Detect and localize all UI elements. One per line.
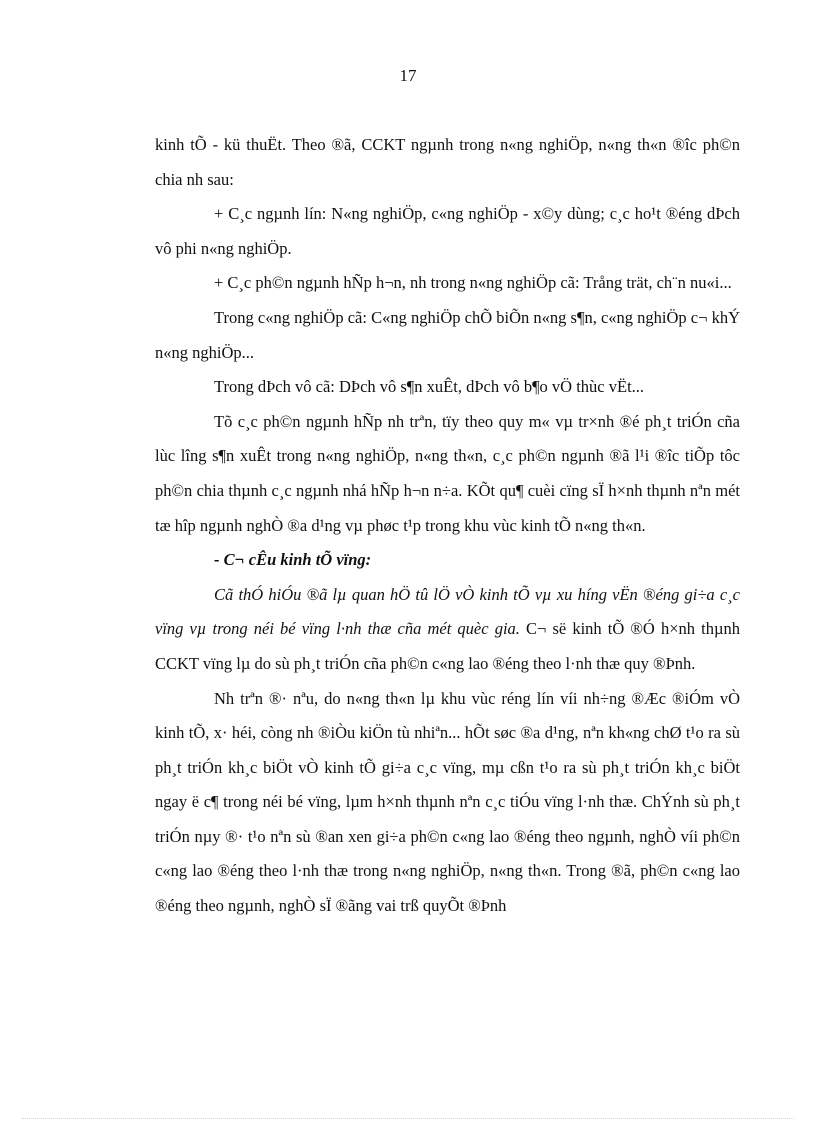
paragraph-industry: Trong c«ng nghiÖp cã: C«ng nghiÖp chÕ biÕn n«ng s¶n, c«ng nghiÖp c¬ khÝ n«ng nghiÖp... bbox=[155, 307, 740, 362]
regional-definition-basis: C¬ së kinh tÕ ®Ó h×nh thµnh CCKT vïng lµ do sù ph¸t triÓn cña ph©n c«ng lao ®éng theo l·nh thæ quy ®Þnh. bbox=[155, 619, 740, 673]
paragraph-services: Trong dÞch vô cã: DÞch vô s¶n xuÊt, dÞch vô b¶o vÖ thùc vËt... bbox=[214, 377, 645, 397]
paragraph-regional-development: Nh trªn ®· nªu, do n«ng th«n lµ khu vùc réng lín víi nh÷ng ®Æc ®iÓm vÒ kinh tÕ, x· héi, còng nh ®iÒu kiÖn tù nhiªn... hÕt søc ®a d¹ng, nªn kh«ng chØ t¹o ra sù ph¸t triÓn kh¸c biÖt vÒ kinh tÕ gi÷a c¸c vïng, mµ cßn t¹o ra sù ph¸t triÓn kh¸c biÖt ngay ë c¶ trong néi bé vïng, lµm h×nh thµnh nªn c¸c tiÓu vïng l·nh thæ. ChÝnh sù ph¸t triÓn nµy ®· t¹o nªn sù ®an xen gi÷a ph©n c«ng lao ®éng theo ngµnh, nghÒ víi ph©n c«ng lao ®éng theo l·nh thæ trong n«ng nghiÖp, n«ng th«n. Trong ®ã, ph©n c«ng lao ®éng theo ngµnh, nghÒ sÏ ®ãng vai trß quyÕt ®Þnh bbox=[155, 688, 740, 916]
paragraph-major-sectors: + C¸c ngµnh lín: N«ng nghiÖp, c«ng nghiÖp - x©y dùng; c¸c ho¹t ®éng dÞch vô phi n«ng nghiÖp. bbox=[155, 204, 740, 258]
paragraph-regional-definition bbox=[155, 578, 740, 682]
page-number: 17 bbox=[399, 66, 417, 85]
paragraph-further-division: Tõ c¸c ph©n ngµnh hÑp nh trªn, tïy theo quy m« vµ tr×nh ®é ph¸t triÓn cña lùc lîng s¶n xuÊt trong n«ng nghiÖp, n«ng th«n, c¸c ph©n ngµnh ®ã l¹i ®îc tiÕp tôc ph©n chia thµnh c¸c ngµnh nhá hÑp h¬n n÷a. KÕt qu¶ cuèi cïng sÏ h×nh thµnh nªn mét tæ hîp ngµnh nghÒ ®a d¹ng vµ phøc t¹p trong khu vùc kinh tÕ n«ng th«n. bbox=[155, 411, 740, 535]
regional-definition-italic: Cã thÓ hiÓu ®ã lµ quan hÖ tû lÖ vÒ kinh tÕ vµ xu híng vËn ®éng gi÷a c¸c vïng vµ trong néi bé vïng l·nh thæ cña mét quèc gia. bbox=[155, 584, 740, 639]
paragraph-sub-sectors: + C¸c ph©n ngµnh hÑp h¬n, nh trong n«ng nghiÖp cã: Trång trät, ch¨n nu«i... bbox=[214, 273, 732, 293]
document-body bbox=[155, 128, 740, 924]
section-heading-regional-structure: - C¬ cÊu kinh tÕ vïng: bbox=[214, 550, 372, 570]
page-bottom-divider bbox=[22, 1118, 794, 1119]
paragraph-structure-intro: kinh tÕ - kü thuËt. Theo ®ã, CCKT ngµnh trong n«ng nghiÖp, n«ng th«n ®îc ph©n chia nh sau: bbox=[155, 135, 740, 189]
